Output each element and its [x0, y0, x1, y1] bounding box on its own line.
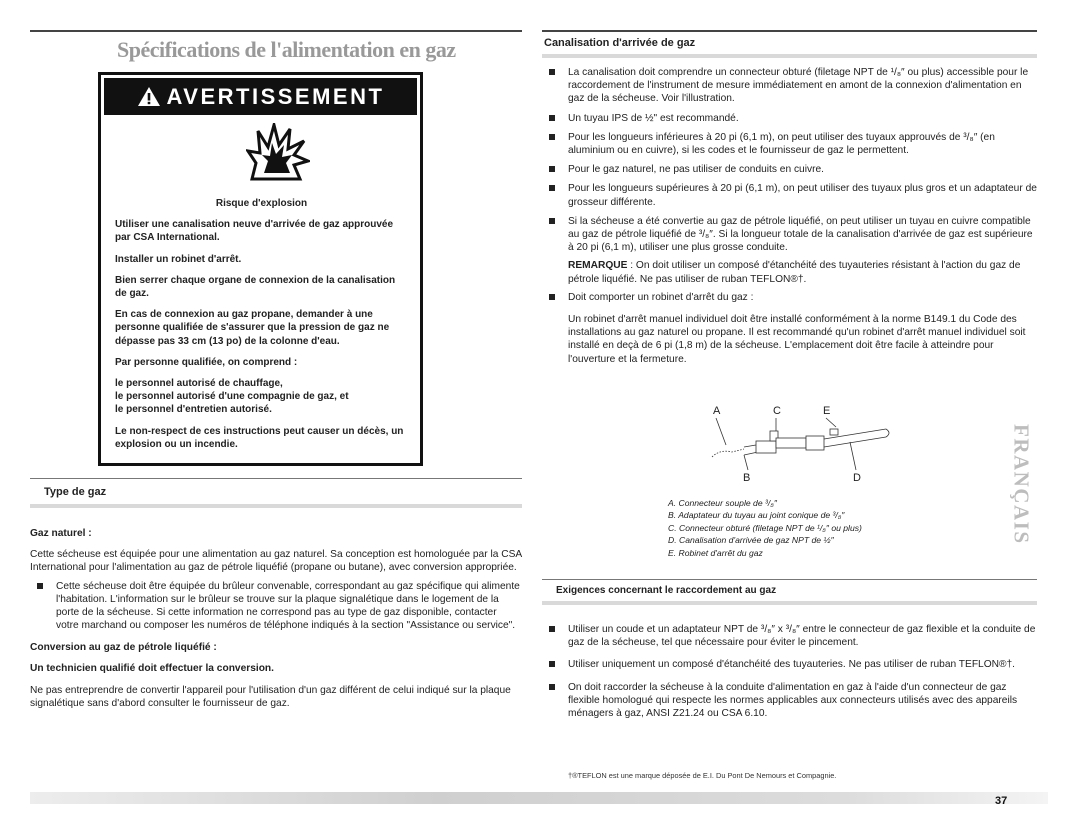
explosion-icon	[246, 123, 310, 181]
type-gaz-heading: Type de gaz	[44, 486, 107, 498]
warning-p4: En cas de connexion au gaz propane, demander à une personne qualifiée de s'assurer que la pression de gaz ne dépasse pas 33 cm (13 po) de la colonne d'eau.	[115, 309, 390, 347]
caption-a: A. Connecteur souple de ³/₈″	[668, 498, 777, 508]
conversion-para: Ne pas entreprendre de convertir l'appareil pour l'utilisation d'un gaz différent de celui indiqué sur la plaque signalétique sans d'abord consulter le fournisseur de gaz.	[30, 684, 511, 710]
exigences-b2: Utiliser uniquement un composé d'étanchéité des tuyauteries. Ne pas utiliser de ruban TEFLON®†.	[542, 658, 1037, 671]
exigences-rule-bottom	[542, 601, 1037, 605]
gaz-naturel-heading: Gaz naturel :	[30, 528, 92, 539]
burner-bullet: Cette sécheuse doit être équipée du brûleur convenable, correspondant au gaz spécifique qui alimente l'habitation. L'information sur le brûleur se trouve sur la plaque signalétique dans le logement de la porte de la sécheuse. Si cette information ne correspond pas au type de gaz disponible, contacter votre marchand ou composer les numéros de téléphone indiqués à la section "Assistance ou service".	[30, 580, 522, 633]
caption-d: D. Canalisation d'arrivée de gaz NPT de ½″	[668, 535, 834, 546]
label-a: A	[713, 405, 721, 417]
warning-p5: Par personne qualifiée, on comprend :	[115, 356, 298, 368]
page-title: Spécifications de l'alimentation en gaz	[117, 37, 456, 62]
canalisation-b7: Doit comporter un robinet d'arrêt du gaz :	[542, 291, 1037, 304]
warning-triangle-icon	[137, 86, 161, 107]
caption-c: C. Connecteur obturé (filetage NPT de ¹/₈″ ou plus)	[668, 522, 862, 533]
diagram-captions	[668, 497, 928, 559]
canalisation-b4: Pour le gaz naturel, ne pas utiliser de conduits en cuivre.	[542, 163, 1037, 176]
canalisation-section	[542, 30, 1037, 366]
label-b: B	[743, 472, 751, 484]
remarque-para	[542, 259, 1037, 285]
warning-text-block	[115, 197, 408, 451]
canalisation-b2: Un tuyau IPS de ½" est recommandé.	[542, 112, 1037, 125]
warning-title: Risque d'explosion	[215, 198, 308, 209]
canalisation-b3: Pour les longueurs inférieures à 20 pi (6,1 m), on peut utiliser des tuyaux approuvés de ³/₈″ (en aluminium ou en cuivre), si les codes et le fournisseur de gaz le permettent.	[542, 131, 1037, 157]
exigences-rule-top	[542, 579, 1037, 580]
language-side-tab: FRANÇAIS	[1009, 424, 1034, 545]
canalisation-heading: Canalisation d'arrivée de gaz	[544, 37, 696, 49]
section-rule-bottom	[30, 504, 522, 508]
exigences-b3: On doit raccorder la sécheuse à la conduite d'alimentation en gaz à l'aide d'un connecteur de gaz flexible homologué qui respecte les normes applicables aux connecteurs utilisés avec des appareils ménagers à gaz, ANSI Z21.24 ou CSA 6.10.	[542, 681, 1037, 721]
page-number: 37	[995, 795, 1008, 807]
shutoff-para: Un robinet d'arrêt manuel individuel doit être installé conformément à la norme B149.1 du Code des installations au gaz naturel ou propane. Il est recommandé qu'un robinet d'arrêt manuel individuel soit installé en deçà de 6 pi (1,8 m) de la sécheuse. L'emplacement doit être facile à atteindre pour l'ouverture et la fermeture.	[568, 314, 1026, 365]
gas-connection-diagram	[700, 405, 900, 485]
remarque-text: : On doit utiliser un composé d'étanchéité des tuyauteries résistant à l'action du gaz de pétrole liquéfié. Ne pas utiliser de ruban TEFLON®†.	[568, 260, 1021, 285]
caption-b: B. Adaptateur du tuyau au joint conique de ³/₈″	[668, 510, 845, 521]
canalisation-b5: Pour les longueurs supérieures à 20 pi (6,1 m), on peut utiliser des tuyaux plus gros et un adaptateur de grosseur différente.	[542, 182, 1037, 208]
footer-bar	[30, 792, 1048, 804]
warning-p6c: le personnel d'entretien autorisé.	[115, 404, 272, 416]
title-rule	[30, 30, 522, 32]
canalisation-rule-top	[542, 30, 1037, 32]
exigences-b1: Utiliser un coude et un adaptateur NPT de ³/₈″ x ³/₈″ entre le connecteur de gaz flexible et la conduite de gaz de la sécheuse, tel que nécessaire pour éviter le pincement.	[542, 623, 1037, 649]
canalisation-b1: La canalisation doit comprendre un connecteur obturé (filetage NPT de ¹/₈″ ou plus) accessible pour le raccordement de l'instrument de mesure immédiatement en amont de la connexion d'alimentation en gaz de la sécheuse. Voir l'illustration.	[542, 66, 1037, 106]
label-c: C	[773, 405, 781, 417]
conversion-subheading: Un technicien qualifié doit effectuer la conversion.	[30, 662, 274, 674]
remarque-label: REMARQUE	[568, 260, 628, 272]
type-gaz-section	[30, 478, 522, 710]
label-e: E	[823, 405, 831, 417]
canalisation-rule-bottom	[542, 54, 1037, 58]
warning-p6b: le personnel autorisé d'une compagnie de gaz, et	[115, 391, 349, 403]
conversion-heading: Conversion au gaz de pétrole liquéfié :	[30, 642, 217, 654]
warning-box	[98, 72, 423, 466]
caption-e: E. Robinet d'arrêt du gaz	[668, 547, 763, 558]
gaz-naturel-para: Cette sécheuse est équipée pour une alimentation au gaz naturel. Sa conception est homologuée par la CSA International pour l'alimentation au gaz de pétrole liquéfié (propane ou butane), avec conversion appropriée.	[30, 549, 522, 574]
warning-p2: Installer un robinet d'arrêt.	[115, 253, 242, 265]
warning-header-text: AVERTISSEMENT	[166, 83, 385, 109]
warning-header	[104, 78, 417, 115]
exigences-section	[542, 579, 1037, 720]
canalisation-b6: Si la sécheuse a été convertie au gaz de pétrole liquéfié, on peut utiliser un tuyau en cuivre compatible au gaz de pétrole liquéfié de ³/₈″. Si la longueur totale de la canalisation d'arrivée de gaz est supérieure à 20 pi (6,1 m), utiliser une plus grosse conduite.	[542, 215, 1037, 255]
warning-p1: Utiliser une canalisation neuve d'arrivée de gaz approuvée par CSA International.	[115, 219, 394, 244]
section-rule-top	[30, 478, 522, 479]
warning-p7: Le non-respect de ces instructions peut causer un décès, un explosion ou un incendie.	[115, 425, 404, 450]
warning-p3: Bien serrer chaque organe de connexion de la canalisation de gaz.	[115, 274, 396, 300]
pipe-illustration	[700, 405, 900, 485]
label-d: D	[853, 472, 861, 484]
warning-p6a: le personnel autorisé de chauffage,	[115, 378, 283, 390]
footnote: †®TEFLON est une marque déposée de E.I. Du Pont De Nemours et Compagnie.	[568, 771, 837, 780]
exigences-heading: Exigences concernant le raccordement au gaz	[556, 585, 777, 596]
